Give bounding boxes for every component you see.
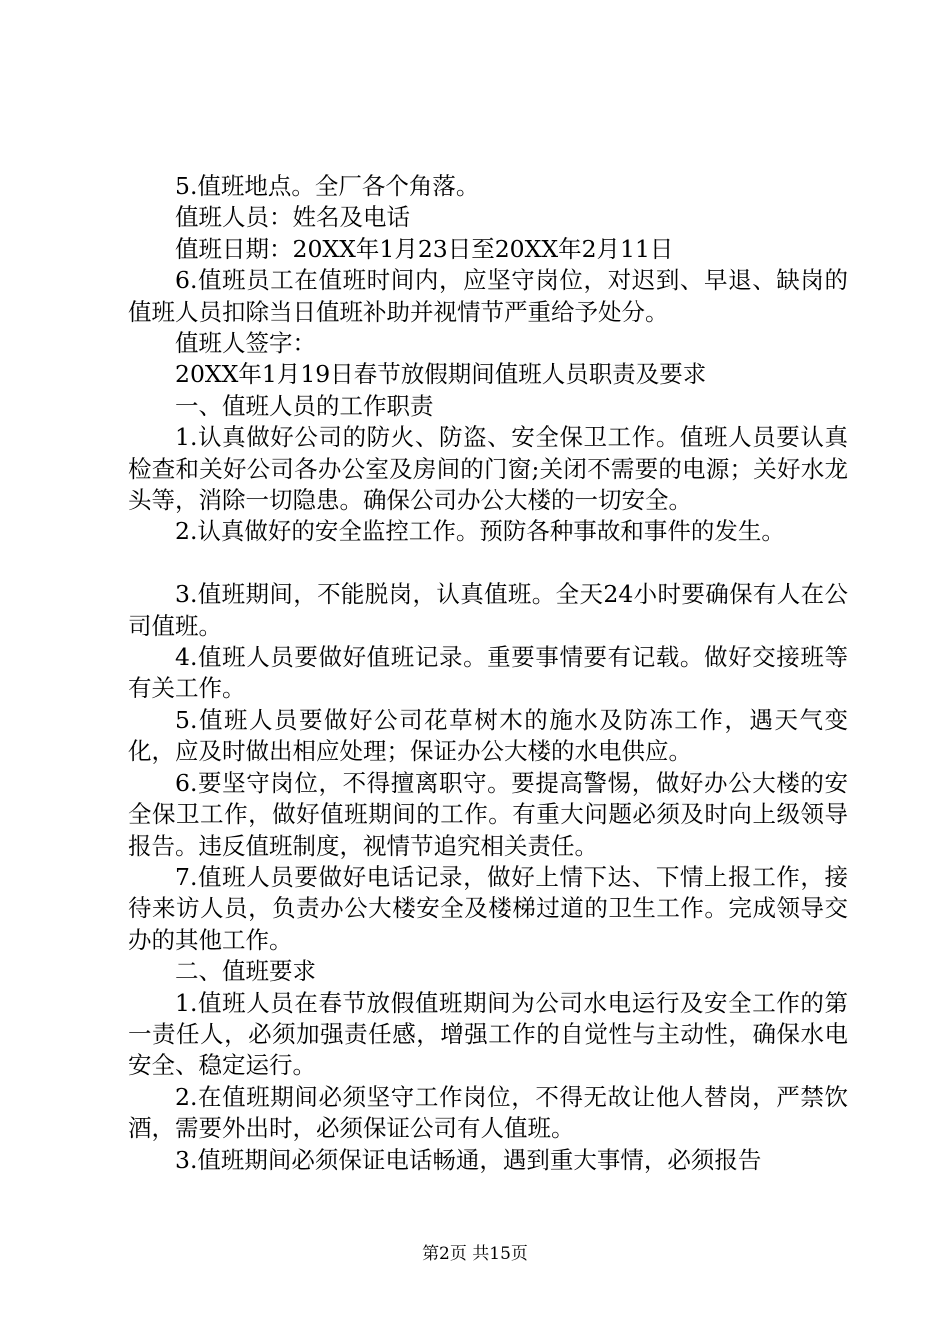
paragraph-duty-rule-6: 6.值班员工在值班时间内，应坚守岗位，对迟到、早退、缺岗的值班人员扣除当日值班补助并视情节严重给予处分。 <box>128 266 848 326</box>
page-number-footer: 第2页 共15页 <box>422 1244 528 1264</box>
paragraph-duty-2: 2.认真做好的安全监控工作。预防各种事故和事件的发生。 <box>175 517 785 546</box>
paragraph-duty-6: 6.要坚守岗位，不得擅离职守。要提高警惕，做好办公大楼的安全保卫工作，做好值班期间的工作。有重大问题必须及时向上级领导报告。违反值班制度，视情节追究相关责任。 <box>128 768 848 860</box>
paragraph-duty-4: 4.值班人员要做好值班记录。重要事情要有记载。做好交接班等有关工作。 <box>128 643 848 703</box>
paragraph-duty-1: 1.认真做好公司的防火、防盗、安全保卫工作。值班人员要认真检查和关好公司各办公室及房间的门窗;关闭不需要的电源；关好水龙头等，消除一切隐患。确保公司办公大楼的一切安全。 <box>128 423 848 515</box>
paragraph-requirement-2: 2.在值班期间必须坚守工作岗位，不得无故让他人替岗，严禁饮酒，需要外出时，必须保证公司有人值班。 <box>128 1082 848 1143</box>
paragraph-signature: 值班人签字： <box>175 329 316 358</box>
paragraph-duty-5: 5.值班人员要做好公司花草树木的施水及防冻工作，遇天气变化，应及时做出相应处理；保证办公大楼的水电供应。 <box>128 705 848 766</box>
heading-requirements: 二、值班要求 <box>175 957 316 986</box>
blank-line <box>128 548 848 579</box>
paragraph-duty-3: 3.值班期间，不能脱岗，认真值班。全天24小时要确保有人在公司值班。 <box>128 580 848 640</box>
heading-duties: 一、值班人员的工作职责 <box>175 391 434 420</box>
paragraph-requirement-3: 3.值班期间必须保证电话畅通，遇到重大事情，必须报告 <box>175 1145 762 1174</box>
paragraph-section-title: 20XX年1月19日春节放假期间值班人员职责及要求 <box>175 360 707 389</box>
paragraph-duty-dates: 值班日期：20XX年1月23日至20XX年2月11日 <box>175 234 674 263</box>
paragraph-requirement-1: 1.值班人员在春节放假值班期间为公司水电运行及安全工作的第一责任人，必须加强责任感，增强工作的自觉性与主动性，确保水电安全、稳定运行。 <box>128 988 848 1080</box>
paragraph-duty-staff: 值班人员：姓名及电话 <box>175 203 410 232</box>
paragraph-duty-7: 7.值班人员要做好电话记录，做好上情下达、下情上报工作，接待来访人员，负责办公大楼安全及楼梯过道的卫生工作。完成领导交办的其他工作。 <box>128 862 848 954</box>
document-body <box>128 171 848 1176</box>
paragraph-duty-location: 5.值班地点。全厂各个角落。 <box>175 172 480 200</box>
